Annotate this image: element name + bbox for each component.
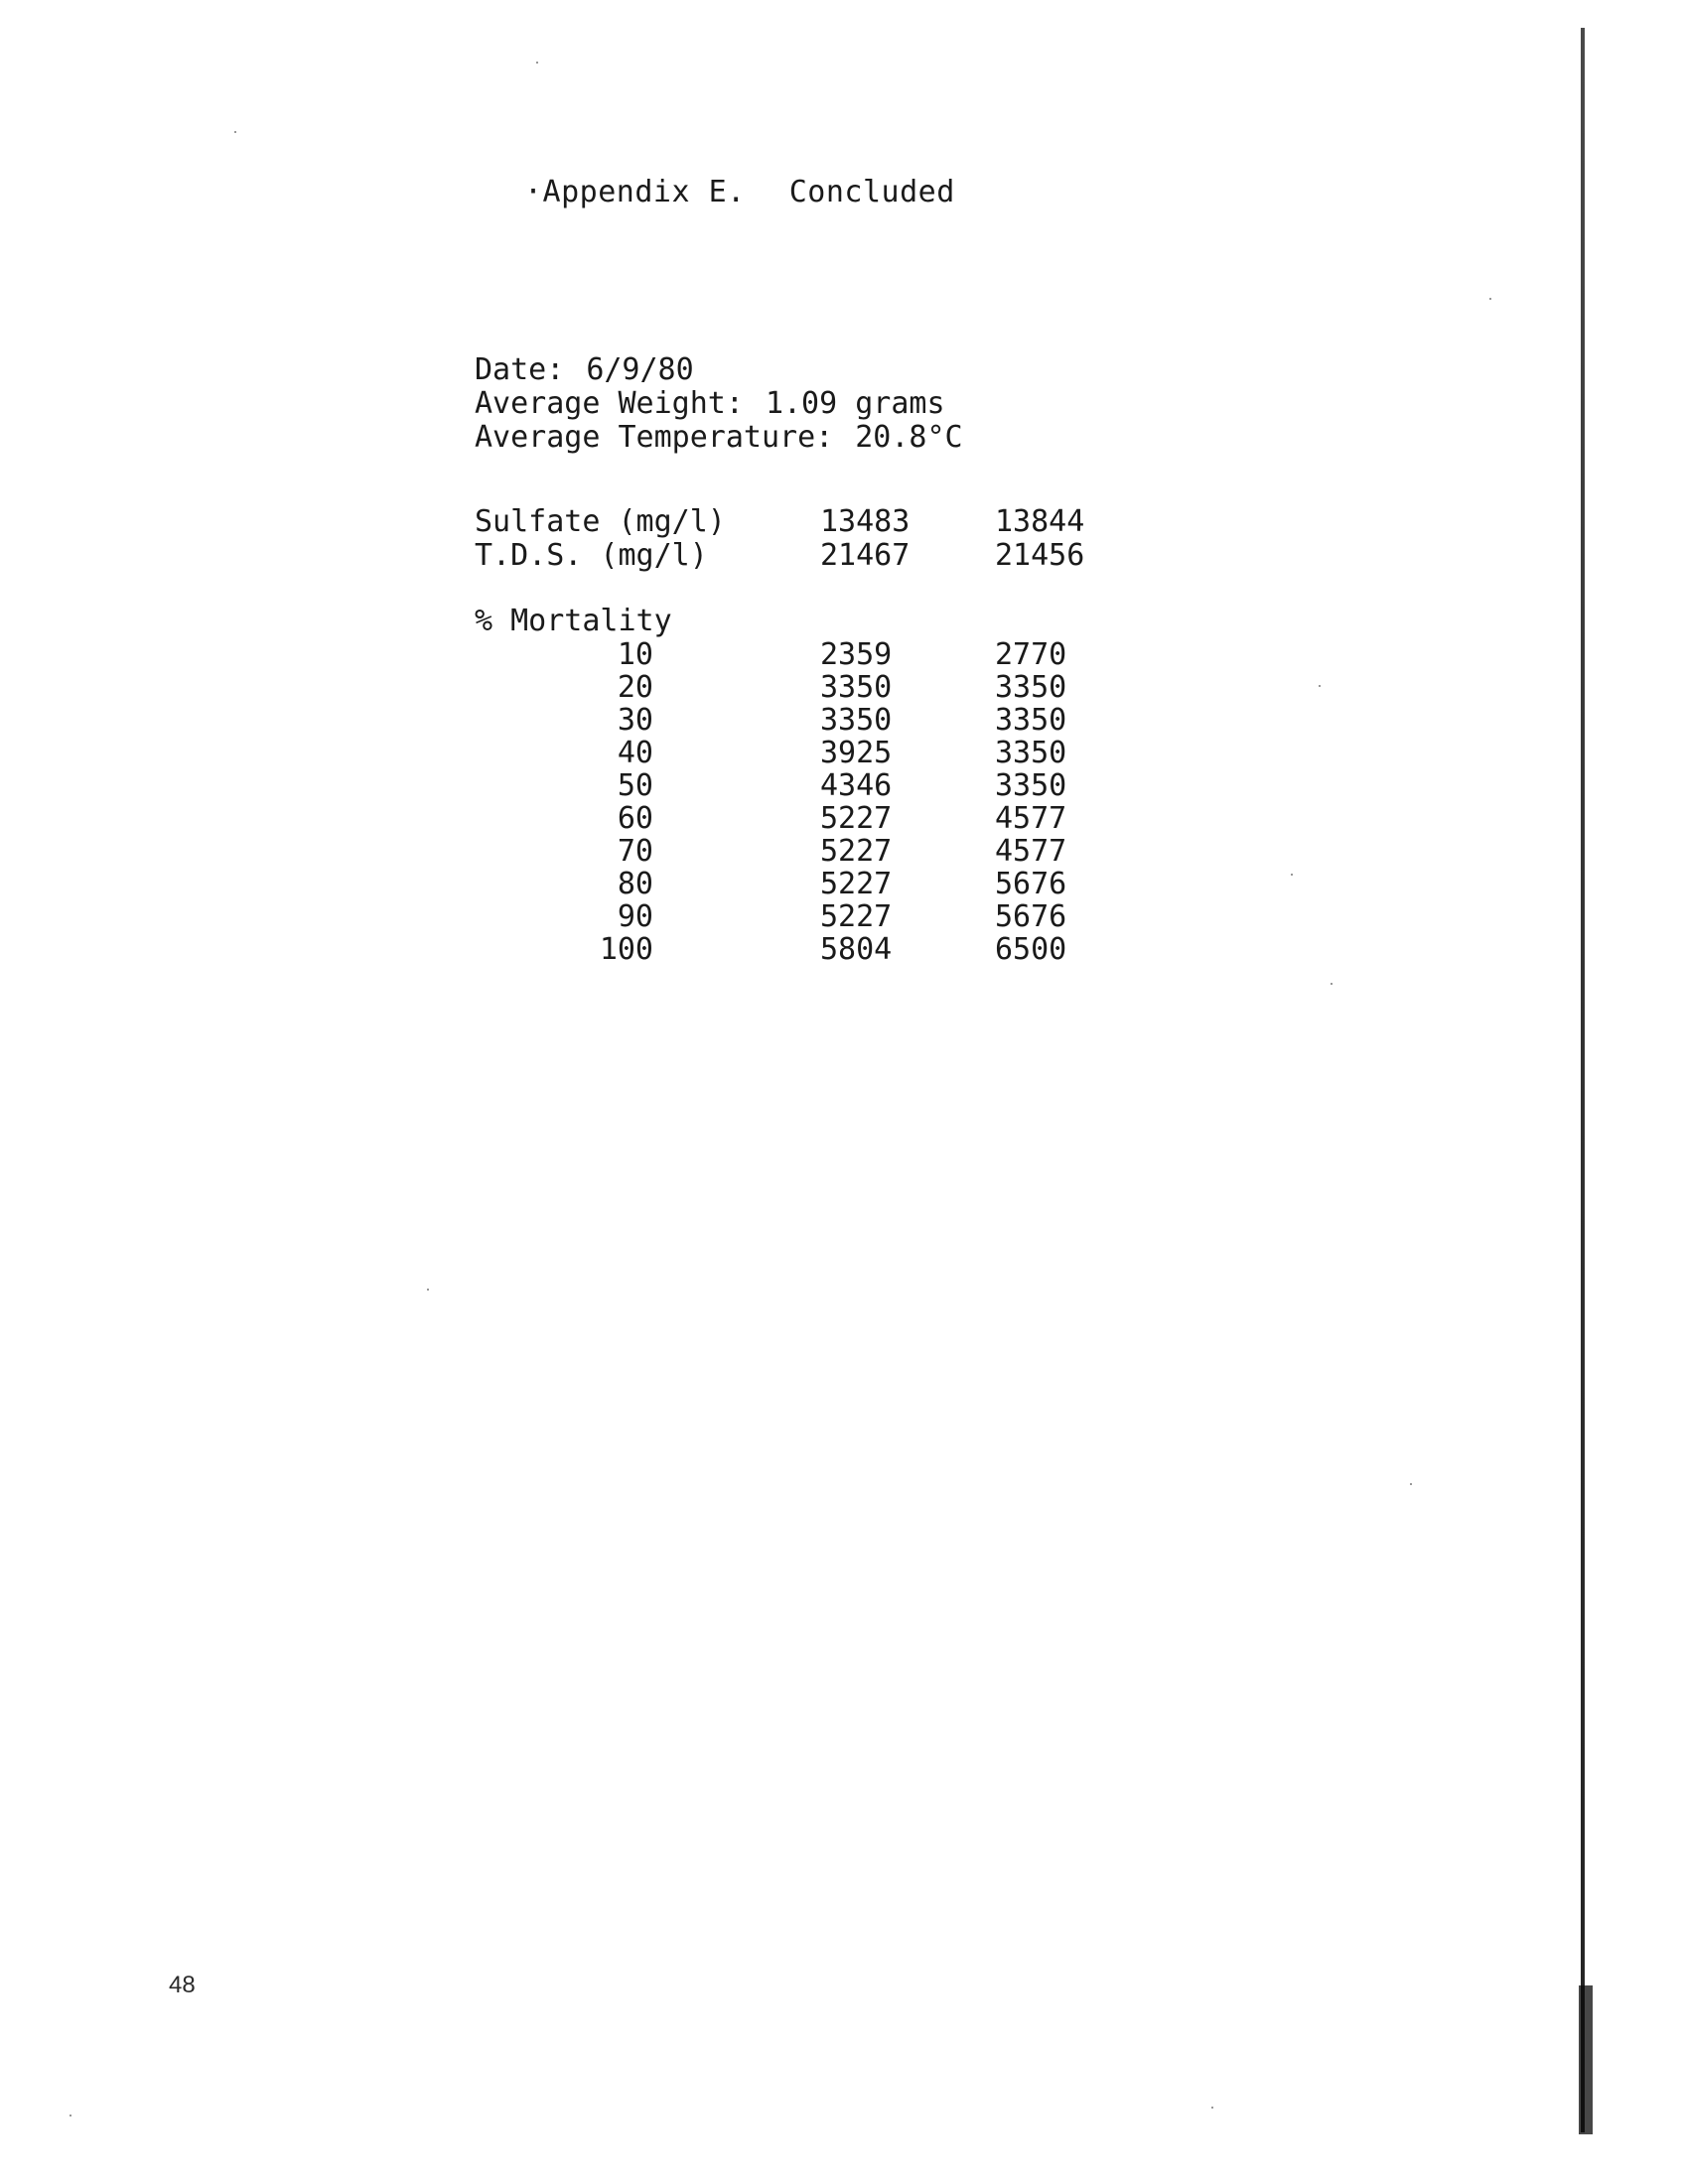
- measure-value-1: 21467: [820, 538, 911, 573]
- mortality-row: [475, 637, 1067, 672]
- scan-speck: [536, 62, 538, 64]
- measure-label: T.D.S. (mg/l): [475, 538, 708, 573]
- scan-speck: [70, 2115, 71, 2116]
- mortality-level: 90: [617, 899, 653, 934]
- mortality-level: 60: [617, 801, 653, 836]
- mortality-row: [475, 899, 1067, 934]
- date-value: 6/9/80: [586, 352, 694, 387]
- scan-speck: [1319, 685, 1321, 687]
- binding-edge: [1581, 28, 1585, 2132]
- weight-line: [475, 387, 945, 421]
- mortality-row: [475, 736, 1067, 770]
- page-number: 48: [169, 1972, 196, 1998]
- measure-value-2: 13844: [995, 504, 1085, 539]
- mortality-row: [475, 670, 1067, 705]
- mortality-level: 70: [617, 834, 653, 869]
- mortality-level: 20: [617, 670, 653, 705]
- mortality-value-1: 3350: [820, 703, 893, 738]
- mortality-value-1: 3925: [820, 736, 893, 770]
- mortality-value-2: 3350: [995, 736, 1067, 770]
- mortality-value-2: 5676: [995, 867, 1067, 901]
- mortality-level: 10: [617, 637, 653, 672]
- mortality-level: 100: [599, 932, 653, 967]
- temperature-line: [475, 421, 963, 455]
- mortality-value-2: 5676: [995, 899, 1067, 934]
- scan-speck: [234, 131, 236, 133]
- mortality-level: 80: [617, 867, 653, 901]
- mortality-row: [475, 703, 1067, 738]
- mortality-value-2: 3350: [995, 768, 1067, 803]
- measure-row-tds: [475, 538, 1085, 573]
- weight-label: Average Weight:: [475, 386, 744, 421]
- scan-speck: [427, 1289, 429, 1291]
- measure-value-2: 21456: [995, 538, 1085, 573]
- mortality-value-2: 4577: [995, 801, 1067, 836]
- weight-value: 1.09 grams: [765, 386, 945, 421]
- date-line: [475, 353, 694, 387]
- mortality-row: [475, 932, 1067, 967]
- date-label: Date:: [475, 352, 565, 387]
- mortality-value-1: 4346: [820, 768, 893, 803]
- mortality-level: 40: [617, 736, 653, 770]
- mortality-value-1: 5804: [820, 932, 893, 967]
- mortality-value-1: 2359: [820, 637, 893, 672]
- mortality-value-1: 5227: [820, 867, 893, 901]
- mortality-level: 30: [617, 703, 653, 738]
- mortality-value-2: 3350: [995, 670, 1067, 705]
- appendix-title: [524, 175, 955, 209]
- measure-row-sulfate: [475, 504, 1085, 539]
- mortality-value-1: 3350: [820, 670, 893, 705]
- measure-value-1: 13483: [820, 504, 911, 539]
- mortality-row: [475, 768, 1067, 803]
- mortality-row: [475, 867, 1067, 901]
- scan-speck: [1291, 874, 1293, 876]
- mortality-level: 50: [617, 768, 653, 803]
- mortality-value-1: 5227: [820, 834, 893, 869]
- binding-edge-shadow: [1579, 1985, 1593, 2134]
- temperature-value: 20.8°C: [855, 420, 963, 455]
- scan-speck: [1211, 2107, 1213, 2109]
- appendix-status: Concluded: [788, 175, 955, 209]
- mortality-heading: % Mortality: [475, 604, 672, 638]
- mortality-value-2: 2770: [995, 637, 1067, 672]
- mortality-value-2: 4577: [995, 834, 1067, 869]
- temperature-label: Average Temperature:: [475, 420, 834, 455]
- scan-speck: [1489, 298, 1491, 300]
- scan-speck: [1410, 1483, 1412, 1485]
- mortality-value-2: 3350: [995, 703, 1067, 738]
- mortality-row: [475, 801, 1067, 836]
- mortality-row: [475, 834, 1067, 869]
- mortality-value-1: 5227: [820, 899, 893, 934]
- appendix-label: ·Appendix E.: [524, 175, 746, 209]
- mortality-value-2: 6500: [995, 932, 1067, 967]
- scan-speck: [1331, 983, 1333, 985]
- mortality-value-1: 5227: [820, 801, 893, 836]
- measure-label: Sulfate (mg/l): [475, 504, 726, 539]
